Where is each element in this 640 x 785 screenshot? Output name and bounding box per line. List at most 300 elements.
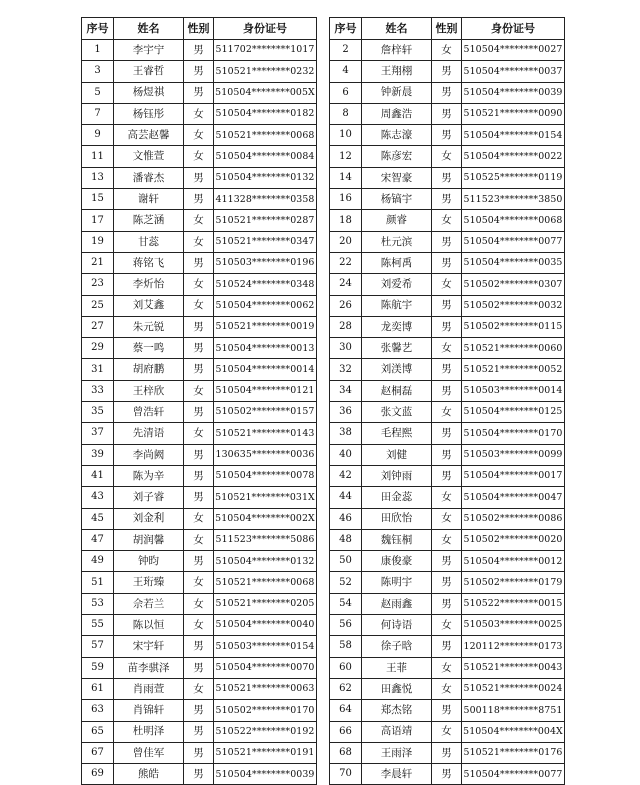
cell-id-number: 510504********0170 bbox=[462, 423, 565, 444]
cell-name: 陈为辛 bbox=[114, 465, 184, 486]
cell-serial: 59 bbox=[82, 657, 114, 678]
table-row bbox=[82, 615, 317, 636]
table-row bbox=[330, 316, 565, 337]
table-row bbox=[82, 380, 317, 401]
cell-id-number: 510504********0039 bbox=[462, 82, 565, 103]
header-row bbox=[330, 18, 565, 40]
cell-name: 魏钰桐 bbox=[362, 529, 432, 550]
cell-id-number: 510525********0119 bbox=[462, 167, 565, 188]
table-row bbox=[330, 146, 565, 167]
cell-id-number: 510504********0154 bbox=[462, 125, 565, 146]
cell-id-number: 510521********0205 bbox=[214, 593, 317, 614]
cell-name: 陈彦宏 bbox=[362, 146, 432, 167]
cell-id-number: 510502********0179 bbox=[462, 572, 565, 593]
cell-serial: 31 bbox=[82, 359, 114, 380]
cell-serial: 26 bbox=[330, 295, 362, 316]
cell-name: 田欣怡 bbox=[362, 508, 432, 529]
cell-id-number: 510521********0176 bbox=[462, 742, 565, 763]
table-row bbox=[82, 402, 317, 423]
table-row bbox=[82, 593, 317, 614]
table-row bbox=[330, 402, 565, 423]
cell-id-number: 510504********0047 bbox=[462, 487, 565, 508]
cell-id-number: 510504********0121 bbox=[214, 380, 317, 401]
cell-id-number: 510521********0287 bbox=[214, 210, 317, 231]
cell-name: 张馨艺 bbox=[362, 338, 432, 359]
cell-gender: 男 bbox=[432, 423, 462, 444]
cell-name: 陈航宇 bbox=[362, 295, 432, 316]
cell-id-number: 510504********004X bbox=[462, 721, 565, 742]
cell-name: 潘睿杰 bbox=[114, 167, 184, 188]
cell-id-number: 510502********0307 bbox=[462, 274, 565, 295]
cell-name: 谢轩 bbox=[114, 189, 184, 210]
cell-name: 郑杰铭 bbox=[362, 700, 432, 721]
cell-gender: 男 bbox=[184, 61, 214, 82]
cell-id-number: 511523********5086 bbox=[214, 529, 317, 550]
cell-name: 王梓欣 bbox=[114, 380, 184, 401]
cell-id-number: 510521********0347 bbox=[214, 231, 317, 252]
cell-id-number: 510521********0043 bbox=[462, 657, 565, 678]
cell-gender: 女 bbox=[432, 657, 462, 678]
cell-gender: 女 bbox=[184, 678, 214, 699]
table-row bbox=[330, 189, 565, 210]
cell-gender: 男 bbox=[432, 82, 462, 103]
cell-name: 刘健 bbox=[362, 444, 432, 465]
table-row bbox=[330, 295, 565, 316]
cell-id-number: 510504********0125 bbox=[462, 402, 565, 423]
header-gender: 性别 bbox=[184, 18, 214, 40]
table-row bbox=[330, 252, 565, 273]
cell-id-number: 510521********0052 bbox=[462, 359, 565, 380]
cell-name: 曾浩轩 bbox=[114, 402, 184, 423]
table-row bbox=[82, 764, 317, 785]
cell-serial: 37 bbox=[82, 423, 114, 444]
table-row bbox=[82, 636, 317, 657]
table-row bbox=[82, 252, 317, 273]
cell-serial: 7 bbox=[82, 103, 114, 124]
cell-id-number: 510504********0068 bbox=[462, 210, 565, 231]
cell-serial: 56 bbox=[330, 615, 362, 636]
cell-serial: 61 bbox=[82, 678, 114, 699]
cell-serial: 1 bbox=[82, 40, 114, 61]
cell-name: 胡府鹏 bbox=[114, 359, 184, 380]
table-row bbox=[330, 465, 565, 486]
cell-gender: 女 bbox=[184, 572, 214, 593]
cell-id-number: 510521********0143 bbox=[214, 423, 317, 444]
cell-id-number: 130635********0036 bbox=[214, 444, 317, 465]
cell-name: 朱元锐 bbox=[114, 316, 184, 337]
cell-gender: 女 bbox=[432, 210, 462, 231]
header-id-number: 身份证号 bbox=[462, 18, 565, 40]
cell-id-number: 510504********0084 bbox=[214, 146, 317, 167]
cell-name: 李尚阙 bbox=[114, 444, 184, 465]
cell-name: 宋智豪 bbox=[362, 167, 432, 188]
cell-id-number: 510504********0013 bbox=[214, 338, 317, 359]
cell-id-number: 510502********0170 bbox=[214, 700, 317, 721]
cell-serial: 18 bbox=[330, 210, 362, 231]
cell-name: 田鑫悦 bbox=[362, 678, 432, 699]
table-row bbox=[82, 338, 317, 359]
cell-id-number: 510503********0154 bbox=[214, 636, 317, 657]
table-row bbox=[330, 508, 565, 529]
cell-name: 龙奕博 bbox=[362, 316, 432, 337]
cell-gender: 男 bbox=[184, 402, 214, 423]
table-row bbox=[82, 210, 317, 231]
cell-serial: 20 bbox=[330, 231, 362, 252]
cell-id-number: 120112********0173 bbox=[462, 636, 565, 657]
cell-gender: 女 bbox=[184, 274, 214, 295]
cell-serial: 62 bbox=[330, 678, 362, 699]
table-row bbox=[330, 572, 565, 593]
table-row bbox=[330, 593, 565, 614]
table-row bbox=[82, 295, 317, 316]
cell-name: 陈柯禹 bbox=[362, 252, 432, 273]
cell-serial: 10 bbox=[330, 125, 362, 146]
table-row bbox=[330, 700, 565, 721]
cell-serial: 8 bbox=[330, 103, 362, 124]
cell-id-number: 510521********0090 bbox=[462, 103, 565, 124]
table-row bbox=[330, 210, 565, 231]
cell-serial: 57 bbox=[82, 636, 114, 657]
cell-gender: 男 bbox=[184, 700, 214, 721]
cell-id-number: 510503********0014 bbox=[462, 380, 565, 401]
cell-gender: 男 bbox=[432, 295, 462, 316]
cell-id-number: 510504********0039 bbox=[214, 764, 317, 785]
cell-serial: 6 bbox=[330, 82, 362, 103]
cell-gender: 女 bbox=[184, 103, 214, 124]
cell-gender: 女 bbox=[184, 231, 214, 252]
cell-serial: 64 bbox=[330, 700, 362, 721]
cell-gender: 男 bbox=[184, 252, 214, 273]
cell-gender: 男 bbox=[184, 636, 214, 657]
cell-id-number: 510504********0132 bbox=[214, 551, 317, 572]
cell-gender: 女 bbox=[184, 529, 214, 550]
cell-name: 苗李骐泽 bbox=[114, 657, 184, 678]
cell-id-number: 510524********0348 bbox=[214, 274, 317, 295]
cell-serial: 34 bbox=[330, 380, 362, 401]
cell-gender: 男 bbox=[432, 551, 462, 572]
cell-serial: 65 bbox=[82, 721, 114, 742]
cell-name: 杨镐宇 bbox=[362, 189, 432, 210]
table-row bbox=[330, 423, 565, 444]
cell-gender: 男 bbox=[184, 465, 214, 486]
cell-name: 熊皓 bbox=[114, 764, 184, 785]
cell-id-number: 510504********0132 bbox=[214, 167, 317, 188]
cell-serial: 39 bbox=[82, 444, 114, 465]
cell-id-number: 510504********0040 bbox=[214, 615, 317, 636]
cell-gender: 男 bbox=[432, 61, 462, 82]
cell-id-number: 510504********0022 bbox=[462, 146, 565, 167]
cell-serial: 29 bbox=[82, 338, 114, 359]
cell-name: 何诗语 bbox=[362, 615, 432, 636]
cell-id-number: 511702********1017 bbox=[214, 40, 317, 61]
cell-id-number: 510521********0019 bbox=[214, 316, 317, 337]
cell-id-number: 510504********0027 bbox=[462, 40, 565, 61]
cell-gender: 女 bbox=[184, 423, 214, 444]
cell-id-number: 510522********0015 bbox=[462, 593, 565, 614]
cell-serial: 54 bbox=[330, 593, 362, 614]
table-row bbox=[82, 82, 317, 103]
cell-id-number: 511523********3850 bbox=[462, 189, 565, 210]
cell-gender: 女 bbox=[432, 508, 462, 529]
table-row bbox=[82, 444, 317, 465]
cell-name: 曾佳军 bbox=[114, 742, 184, 763]
table-row bbox=[82, 359, 317, 380]
cell-gender: 男 bbox=[184, 444, 214, 465]
cell-gender: 男 bbox=[184, 551, 214, 572]
table-row bbox=[330, 274, 565, 295]
cell-id-number: 510502********0032 bbox=[462, 295, 565, 316]
cell-name: 李宇宁 bbox=[114, 40, 184, 61]
cell-gender: 男 bbox=[432, 167, 462, 188]
cell-serial: 42 bbox=[330, 465, 362, 486]
cell-id-number: 510504********0077 bbox=[462, 231, 565, 252]
cell-gender: 女 bbox=[184, 508, 214, 529]
cell-gender: 男 bbox=[184, 338, 214, 359]
table-row bbox=[330, 167, 565, 188]
cell-name: 李晨轩 bbox=[362, 764, 432, 785]
table-row bbox=[330, 721, 565, 742]
cell-gender: 男 bbox=[432, 465, 462, 486]
cell-name: 文惟萱 bbox=[114, 146, 184, 167]
cell-serial: 43 bbox=[82, 487, 114, 508]
cell-serial: 3 bbox=[82, 61, 114, 82]
cell-id-number: 411328********0358 bbox=[214, 189, 317, 210]
table-row bbox=[330, 444, 565, 465]
cell-name: 肖雨萱 bbox=[114, 678, 184, 699]
cell-id-number: 510502********0020 bbox=[462, 529, 565, 550]
cell-name: 陈志濠 bbox=[362, 125, 432, 146]
cell-name: 宋宇轩 bbox=[114, 636, 184, 657]
cell-serial: 45 bbox=[82, 508, 114, 529]
cell-serial: 35 bbox=[82, 402, 114, 423]
cell-serial: 50 bbox=[330, 551, 362, 572]
header-serial: 序号 bbox=[330, 18, 362, 40]
cell-id-number: 510504********0077 bbox=[462, 764, 565, 785]
cell-gender: 女 bbox=[432, 615, 462, 636]
cell-gender: 男 bbox=[432, 252, 462, 273]
cell-gender: 男 bbox=[432, 125, 462, 146]
cell-id-number: 510504********0014 bbox=[214, 359, 317, 380]
cell-name: 田金蕊 bbox=[362, 487, 432, 508]
cell-id-number: 510504********0037 bbox=[462, 61, 565, 82]
table-row bbox=[82, 167, 317, 188]
cell-gender: 男 bbox=[184, 657, 214, 678]
cell-serial: 25 bbox=[82, 295, 114, 316]
cell-serial: 9 bbox=[82, 125, 114, 146]
table-row bbox=[82, 678, 317, 699]
cell-serial: 2 bbox=[330, 40, 362, 61]
cell-gender: 男 bbox=[432, 444, 462, 465]
cell-gender: 女 bbox=[184, 380, 214, 401]
cell-serial: 12 bbox=[330, 146, 362, 167]
cell-serial: 70 bbox=[330, 764, 362, 785]
table-row bbox=[82, 721, 317, 742]
cell-serial: 36 bbox=[330, 402, 362, 423]
table-row bbox=[330, 231, 565, 252]
cell-name: 刘爱希 bbox=[362, 274, 432, 295]
cell-serial: 24 bbox=[330, 274, 362, 295]
cell-name: 王菲 bbox=[362, 657, 432, 678]
cell-id-number: 510504********0012 bbox=[462, 551, 565, 572]
cell-name: 钟新晨 bbox=[362, 82, 432, 103]
cell-name: 胡润馨 bbox=[114, 529, 184, 550]
cell-serial: 69 bbox=[82, 764, 114, 785]
cell-serial: 40 bbox=[330, 444, 362, 465]
table-row bbox=[82, 508, 317, 529]
cell-id-number: 510521********0191 bbox=[214, 742, 317, 763]
table-row bbox=[330, 103, 565, 124]
cell-name: 甘蕊 bbox=[114, 231, 184, 252]
table-row bbox=[330, 338, 565, 359]
cell-name: 詹梓轩 bbox=[362, 40, 432, 61]
cell-id-number: 510504********002X bbox=[214, 508, 317, 529]
cell-name: 刘金利 bbox=[114, 508, 184, 529]
cell-name: 杨钰彤 bbox=[114, 103, 184, 124]
cell-serial: 58 bbox=[330, 636, 362, 657]
cell-serial: 30 bbox=[330, 338, 362, 359]
cell-gender: 男 bbox=[184, 742, 214, 763]
cell-serial: 14 bbox=[330, 167, 362, 188]
cell-name: 陈明宇 bbox=[362, 572, 432, 593]
cell-name: 蒋铭飞 bbox=[114, 252, 184, 273]
table-row bbox=[82, 103, 317, 124]
cell-id-number: 510503********0025 bbox=[462, 615, 565, 636]
header-id-number: 身份证号 bbox=[214, 18, 317, 40]
cell-serial: 52 bbox=[330, 572, 362, 593]
cell-gender: 男 bbox=[184, 189, 214, 210]
cell-gender: 女 bbox=[184, 295, 214, 316]
cell-name: 颜睿 bbox=[362, 210, 432, 231]
cell-name: 刘钟雨 bbox=[362, 465, 432, 486]
cell-gender: 男 bbox=[184, 316, 214, 337]
cell-gender: 男 bbox=[432, 380, 462, 401]
cell-id-number: 510504********0182 bbox=[214, 103, 317, 124]
cell-gender: 男 bbox=[184, 721, 214, 742]
cell-name: 王珩臻 bbox=[114, 572, 184, 593]
cell-name: 佘若兰 bbox=[114, 593, 184, 614]
table-row bbox=[330, 380, 565, 401]
table-row bbox=[82, 61, 317, 82]
cell-serial: 44 bbox=[330, 487, 362, 508]
cell-gender: 女 bbox=[184, 125, 214, 146]
cell-serial: 19 bbox=[82, 231, 114, 252]
cell-id-number: 510521********0024 bbox=[462, 678, 565, 699]
cell-name: 李炘怡 bbox=[114, 274, 184, 295]
cell-serial: 41 bbox=[82, 465, 114, 486]
cell-serial: 15 bbox=[82, 189, 114, 210]
table-row bbox=[330, 678, 565, 699]
cell-serial: 46 bbox=[330, 508, 362, 529]
cell-gender: 男 bbox=[432, 636, 462, 657]
table-row bbox=[82, 274, 317, 295]
cell-name: 高芸赵馨 bbox=[114, 125, 184, 146]
table-row bbox=[330, 636, 565, 657]
header-name: 姓名 bbox=[114, 18, 184, 40]
table-row bbox=[330, 40, 565, 61]
table-row bbox=[82, 487, 317, 508]
cell-name: 王翔栩 bbox=[362, 61, 432, 82]
table-row bbox=[82, 551, 317, 572]
table-row bbox=[330, 529, 565, 550]
table-row bbox=[82, 189, 317, 210]
cell-name: 陈芝涵 bbox=[114, 210, 184, 231]
cell-gender: 男 bbox=[432, 103, 462, 124]
cell-gender: 男 bbox=[184, 764, 214, 785]
header-name: 姓名 bbox=[362, 18, 432, 40]
cell-name: 杜元滨 bbox=[362, 231, 432, 252]
cell-id-number: 510504********0062 bbox=[214, 295, 317, 316]
cell-serial: 55 bbox=[82, 615, 114, 636]
table-row bbox=[330, 742, 565, 763]
cell-serial: 63 bbox=[82, 700, 114, 721]
cell-id-number: 510521********0068 bbox=[214, 572, 317, 593]
cell-name: 先清语 bbox=[114, 423, 184, 444]
cell-serial: 17 bbox=[82, 210, 114, 231]
cell-id-number: 510502********0157 bbox=[214, 402, 317, 423]
cell-serial: 11 bbox=[82, 146, 114, 167]
cell-gender: 女 bbox=[432, 529, 462, 550]
cell-serial: 23 bbox=[82, 274, 114, 295]
cell-name: 杜明泽 bbox=[114, 721, 184, 742]
table-row bbox=[330, 764, 565, 785]
table-row bbox=[330, 657, 565, 678]
table-row bbox=[82, 572, 317, 593]
cell-gender: 男 bbox=[184, 487, 214, 508]
cell-gender: 男 bbox=[184, 82, 214, 103]
cell-gender: 男 bbox=[184, 167, 214, 188]
cell-serial: 33 bbox=[82, 380, 114, 401]
cell-id-number: 510504********005X bbox=[214, 82, 317, 103]
roster-table-left bbox=[81, 17, 317, 785]
cell-serial: 13 bbox=[82, 167, 114, 188]
cell-serial: 66 bbox=[330, 721, 362, 742]
cell-id-number: 510502********0086 bbox=[462, 508, 565, 529]
cell-id-number: 510504********0070 bbox=[214, 657, 317, 678]
cell-gender: 男 bbox=[432, 742, 462, 763]
cell-name: 陈以恒 bbox=[114, 615, 184, 636]
table-row bbox=[330, 615, 565, 636]
roster-table-right bbox=[329, 17, 565, 785]
cell-id-number: 510502********0115 bbox=[462, 316, 565, 337]
cell-gender: 女 bbox=[432, 678, 462, 699]
cell-id-number: 510521********0063 bbox=[214, 678, 317, 699]
cell-serial: 21 bbox=[82, 252, 114, 273]
table-row bbox=[330, 82, 565, 103]
cell-gender: 女 bbox=[432, 274, 462, 295]
cell-serial: 4 bbox=[330, 61, 362, 82]
cell-name: 张文蓝 bbox=[362, 402, 432, 423]
cell-serial: 51 bbox=[82, 572, 114, 593]
cell-gender: 女 bbox=[432, 721, 462, 742]
cell-serial: 48 bbox=[330, 529, 362, 550]
cell-name: 蔡一鸣 bbox=[114, 338, 184, 359]
cell-gender: 女 bbox=[432, 487, 462, 508]
cell-name: 钟昀 bbox=[114, 551, 184, 572]
cell-gender: 女 bbox=[184, 146, 214, 167]
cell-gender: 女 bbox=[432, 40, 462, 61]
cell-gender: 男 bbox=[432, 593, 462, 614]
table-row bbox=[82, 423, 317, 444]
cell-gender: 男 bbox=[432, 764, 462, 785]
cell-name: 杨煜祺 bbox=[114, 82, 184, 103]
cell-name: 肖锦轩 bbox=[114, 700, 184, 721]
cell-name: 王睿哲 bbox=[114, 61, 184, 82]
table-row bbox=[330, 551, 565, 572]
cell-gender: 男 bbox=[432, 359, 462, 380]
table-row bbox=[82, 465, 317, 486]
cell-serial: 38 bbox=[330, 423, 362, 444]
cell-gender: 男 bbox=[432, 189, 462, 210]
